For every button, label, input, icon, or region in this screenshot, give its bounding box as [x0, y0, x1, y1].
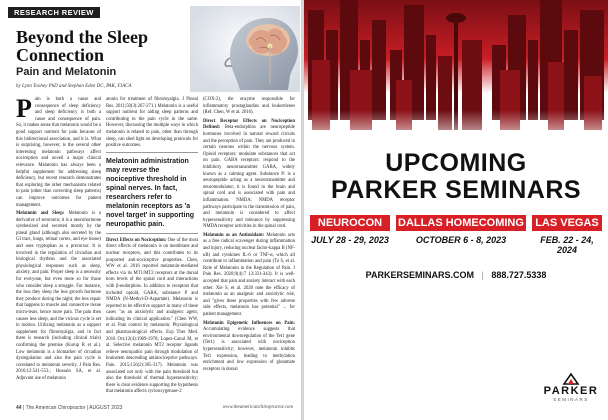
article-subtitle: Pain and Melatonin: [16, 66, 117, 78]
section-lead-antioxidant: Melatonin as an Antioxidant:: [203, 232, 265, 238]
section-lead-nociception: Direct Effects on Nociception:: [106, 237, 167, 243]
magazine-website[interactable]: www.theamericanchiropractor.com: [222, 405, 293, 410]
logo-wordmark: PARKER: [543, 385, 599, 397]
receptors-paragraph: Beta-endorphins are neuropeptide hormones involved in natural reward circuits and the perception of pain. They are produced in certain neurons within the nervous system. Opioid receptors: modulate substances that act on pain. GABA receptors: respond to the inhibitory neurotransmitter GABA, widely known as a calming agent. Substance P: is a neuropeptide acting as a neurotransmitter and neuromodulator; it is found in the brain and spinal cord and is associated with pain and inflammation. NMDA: NMDA receptor pathways participate in the transmission of pain, and melatonin is considered to affect hypersensitivity and tolerance by suppressing NMDA receptor activities in the spinal cord.: [203, 125, 297, 230]
brain-illustration: [190, 6, 300, 92]
footer-sep: |: [22, 405, 26, 411]
event-dates: FEB. 22 - 24, 2024: [540, 235, 594, 255]
drop-cap: P: [16, 94, 32, 123]
nociception-paragraph: One of the most direct effects of melatonin is on membrane and nuclear receptors, and this contributes to its purported anti-nociceptive properties. Chen, WW et al. 2016 reported melatonin-mediated effects via its MT1/MT2 receptors at the dorsal horn levels of the spinal cord and interactions with β-endorphins. In addition to receptors that included opioid, GABA, substance P and NMDA (N-Methyl-D-Aspartate). Melatonin is reported to be effective support in many of these cases "as an anxiolytic and analgesic agent, indicating its clinical application." (Chen WW, et al. Pain control by melatonin: Physiological and pharmacological effects. Exp Ther Med. 2016 Oct;12(4):1969-1976; Lopez-Canul M, et al. Selective melatonin MT2 receptor ligands relieve neuropathic pain through modulation of brainstem descending antinociceptive pathways. Pain. 2015;156(2):305-317). Melatonin was associated not only with the pain threshold but also the threshold of thermal hypersensitivity; there is clear evidence supporting the hypothesis that melatonin affects cyclooxygenase-2: [106, 237, 200, 395]
sleep-paragraph: Melatonin is a derivative of serotonin; it is a neurohormone synthesized and secreted mostly by the pineal gland (although also secreted by the GI tract, lungs, retinal cortex, and eye tissue) and uses tryptophan as a precursor. It is involved in the regulation of circadian and biological rhythms and the associated physiological responses such as sleep, anxiety, and pain. Proper sleep is a necessity for everyone, but even more so for those who consider sleep a struggle. For instance, the loss they sleep the less growth hormone they produce during the night; the less repair that happens to muscle and connective tissue micro-tears, hence more pain. The pain then causes less sleep, and the vicious cycle is set in motion. Utilizing melatonin as a support supplement for fibromyalgia, and in fact there is research (including clinical trials) confirming the premise (Kurup R et al.). Low melatonin is a biomarker of circadian dysregulation and also the pain cycle is correlated to melatonin severity. J Pain Res. 2016;12:541-553.; Hussain SA, et al. Adjuvant use of melatonin: [16, 211, 103, 381]
seminars-website[interactable]: PARKERSEMINARS.COM: [365, 270, 474, 280]
event-las-vegas[interactable]: [532, 215, 602, 259]
event-name: DALLAS HOMECOMING: [396, 215, 526, 231]
parker-logo: [542, 372, 600, 408]
col2-top-paragraph: atonin for treatment of fibromyalgia. J Pineal Res. 2011;50(3):267-271.) Melatonin is a useful support nutrient for aiding sleep patterns and contributing to the pain cycle in the same. However, discussing the multiple ways in which melatonin is related to pain, other than through sleep, can shed light on developing protocols for positive outcomes.: [106, 97, 200, 149]
article-column-3: [203, 97, 295, 400]
antioxidant-paragraph: Melatonin acts as a free radical scavenger during inflammation and injury, reducing nuclear factor-kappa B (NF-κB) and cytokines IL-6 or TNF-α, which all contribute to inflammation and pain (Tu S, et al. Role of Melatonin in the Regulation of Pain. J Pain Res. 2020;9(4):7 13:331-343). It is well-accepted that pain and anxiety interact with each other. Xie S, et al. 2020 note the efficacy of melatonin as an analgesic and anxiolytic role, and "gives these properties with few adverse side effects, melatonin has potential" ... for patient management.: [203, 232, 297, 317]
ad-headline-line-1: UPCOMING: [385, 149, 527, 177]
ad-headline-line-2: PARKER SEMINARS: [330, 176, 582, 204]
intro-paragraph: ain is both a cause and consequence of sleep deficiency and sleep deficiency is both a cause and consequence of pain. So, it makes sense that melatonin would be a good support nutrient for pain because of this bidirectional association, and it is. What is surprising, however, is the several other interesting melatonin pathways affect nociception and unveil a major clinical relevance. Melatonin has always been a helpful supplement for addressing sleep deficiency, but recent research demonstrates that exploring the other mechanisms related to pain (other than correcting sleep patterns) can improve outcomes for patient management.: [16, 97, 103, 208]
col3-top-paragraph: (COX-2), the enzyme responsible for inflammatory prostaglandins and leukotrienes (Ref. Chen, W et al. 2016).: [203, 97, 297, 116]
page-number: 44: [16, 405, 22, 411]
event-name: NEUROCON: [310, 215, 390, 231]
advertisement-page: [304, 0, 608, 420]
pull-quote: Melatonin administration may reverse the nociceptive threshold in spinal nerves. In fact, researchers refer to melatonin receptors as 'a novel target' in supporting neuropathic pain.: [106, 152, 198, 234]
section-lead-epigenetic: Melatonin Epigenetic Influences on Pain:: [203, 320, 295, 326]
epigenetic-paragraph: Accumulating evidence suggests that environmental downregulation of the Tet1 gene (Tet1) is associated with nociception hypersensitivity; however, melatonin inhibits Tet1 expression, leading to methylation enrichment and low expression of glutamate receptors in dorsal: [203, 320, 297, 372]
parker-logo-icon: [562, 372, 580, 386]
event-dallas-homecoming[interactable]: [396, 215, 526, 259]
article-column-1: [16, 94, 103, 400]
byline: by Lynn Toohey PhD and Stephan Eden DC, PAK, FIACA: [16, 84, 132, 89]
contact-separator: |: [481, 270, 484, 280]
event-name: LAS VEGAS: [532, 215, 602, 231]
event-dates: OCTOBER 6 - 8, 2023: [415, 235, 507, 245]
section-lead-receptors: Direct Receptor Effects on Nociception Defined:: [203, 118, 297, 131]
article-page: [0, 0, 301, 420]
phone-number[interactable]: 888.727.5338: [491, 270, 547, 280]
event-neurocon[interactable]: [310, 215, 390, 259]
footer-sep: |: [86, 405, 90, 411]
issue-date: AUGUST 2023: [89, 405, 123, 411]
event-dates: JULY 28 - 29, 2023: [311, 235, 389, 245]
page-footer: [16, 405, 122, 411]
logo-subtitle: SEMINARS: [553, 397, 589, 402]
section-lead-sleep: Melatonin and Sleep:: [16, 211, 65, 217]
event-list: [310, 215, 602, 259]
ad-headline: [304, 150, 608, 204]
magazine-name: The American Chiropractor: [25, 405, 86, 411]
contact-row: [304, 270, 608, 280]
article-title: Beyond the Sleep Connection: [16, 27, 149, 65]
article-column-2: [106, 97, 198, 400]
section-tag: RESEARCH REVIEW: [8, 7, 100, 18]
city-skyline-backdrop: [304, 0, 608, 420]
